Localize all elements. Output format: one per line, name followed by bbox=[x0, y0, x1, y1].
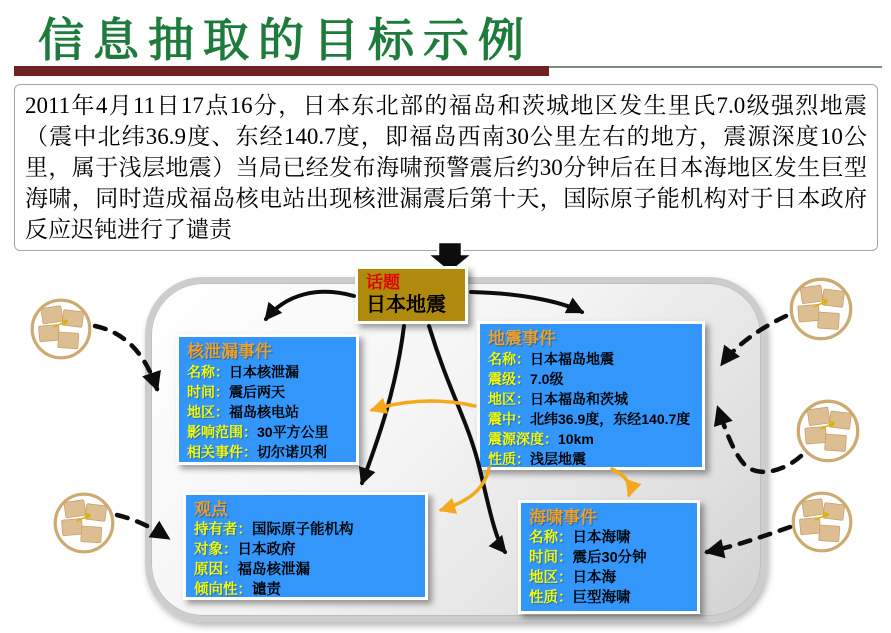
field-label: 地区： bbox=[488, 391, 530, 407]
field-value: 日本福岛地震 bbox=[530, 351, 614, 367]
field-value: 日本海啸 bbox=[572, 530, 631, 546]
event-box-opinion bbox=[183, 492, 428, 600]
field-value: 10km bbox=[558, 431, 594, 447]
field-row bbox=[187, 422, 348, 442]
field-value: 日本福岛和茨城 bbox=[530, 391, 628, 407]
field-row bbox=[488, 369, 694, 389]
event-title: 核泄漏事件 bbox=[187, 342, 272, 361]
topic-value: 日本地震 bbox=[366, 294, 446, 316]
document-cluster-icon bbox=[52, 491, 116, 555]
document-cluster-icon bbox=[29, 297, 93, 361]
field-row bbox=[529, 568, 689, 588]
field-row bbox=[488, 429, 694, 449]
field-label: 性质： bbox=[488, 451, 530, 467]
field-value: 福岛核泄漏 bbox=[237, 562, 310, 578]
field-label: 原因： bbox=[194, 562, 238, 578]
field-row bbox=[187, 362, 348, 382]
field-label: 名称： bbox=[529, 530, 573, 546]
event-title: 海啸事件 bbox=[529, 508, 597, 527]
field-label: 性质： bbox=[529, 590, 573, 606]
field-row bbox=[529, 548, 689, 568]
summary-paragraph-box bbox=[14, 84, 878, 251]
title-rule-thin bbox=[549, 66, 882, 68]
field-label: 名称： bbox=[187, 364, 229, 380]
field-label: 震源深度： bbox=[488, 431, 558, 447]
field-value: 7.0级 bbox=[530, 371, 564, 387]
field-row bbox=[187, 382, 348, 402]
title-rule-maroon bbox=[14, 66, 549, 76]
page-title: 信息抽取的目标示例 bbox=[38, 15, 533, 66]
field-value: 日本海 bbox=[572, 570, 616, 586]
field-label: 时间： bbox=[187, 384, 229, 400]
field-label: 倾向性： bbox=[194, 582, 252, 598]
field-value: 切尔诺贝利 bbox=[257, 444, 327, 460]
field-value: 震后两天 bbox=[229, 384, 285, 400]
field-row bbox=[488, 349, 694, 369]
field-value: 日本政府 bbox=[237, 542, 296, 558]
summary-text: 2011年4月11日17点16分，日本东北部的福岛和茨城地区发生里氏7.0级强烈地震（震中北纬36.9度、东经140.7度，即福岛西南30公里左右的地方，震源深度10公里，属于浅层地震）当局已经发布海啸预警震后约30分钟后在日本海地区发生巨型海啸，同时造成福岛核电站出现核泄漏震后第十天，国际原子能机构对于日本政府反应迟钝进行了谴责 bbox=[25, 93, 867, 242]
event-box-tsunami bbox=[518, 500, 700, 614]
field-row bbox=[194, 560, 417, 580]
topic-label: 话题 bbox=[366, 273, 400, 292]
topic-node bbox=[355, 266, 468, 324]
field-value: 浅层地震 bbox=[530, 451, 586, 467]
field-value: 谴责 bbox=[252, 582, 281, 598]
field-row bbox=[194, 580, 417, 600]
field-row bbox=[187, 442, 348, 462]
field-value: 日本核泄漏 bbox=[229, 364, 299, 380]
field-value: 国际原子能机构 bbox=[252, 522, 354, 538]
field-label: 对象： bbox=[194, 542, 238, 558]
field-row bbox=[529, 528, 689, 548]
field-row bbox=[187, 402, 348, 422]
field-row bbox=[488, 409, 694, 429]
field-label: 地区： bbox=[529, 570, 573, 586]
document-cluster-icon bbox=[788, 276, 854, 342]
field-label: 地区： bbox=[187, 404, 229, 420]
event-title: 观点 bbox=[194, 500, 228, 519]
event-box-earthquake bbox=[477, 321, 705, 470]
field-label: 震级： bbox=[488, 371, 530, 387]
document-cluster-icon bbox=[795, 398, 861, 464]
field-value: 30平方公里 bbox=[257, 424, 329, 440]
field-label: 持有者： bbox=[194, 522, 252, 538]
field-row bbox=[488, 449, 694, 469]
event-title: 地震事件 bbox=[488, 329, 556, 348]
field-value: 巨型海啸 bbox=[572, 590, 631, 606]
field-value: 震后30分钟 bbox=[572, 550, 647, 566]
field-value: 福岛核电站 bbox=[229, 404, 299, 420]
field-label: 震中： bbox=[488, 411, 530, 427]
document-cluster-icon bbox=[790, 490, 854, 554]
field-row bbox=[194, 540, 417, 560]
field-row bbox=[488, 389, 694, 409]
field-label: 相关事件： bbox=[187, 444, 257, 460]
field-value: 北纬36.9度，东经140.7度 bbox=[530, 411, 691, 427]
field-label: 影响范围： bbox=[187, 424, 257, 440]
field-label: 名称： bbox=[488, 351, 530, 367]
event-box-nuclear-leak bbox=[176, 334, 359, 465]
field-row bbox=[194, 520, 417, 540]
field-label: 时间： bbox=[529, 550, 573, 566]
field-row bbox=[529, 588, 689, 608]
